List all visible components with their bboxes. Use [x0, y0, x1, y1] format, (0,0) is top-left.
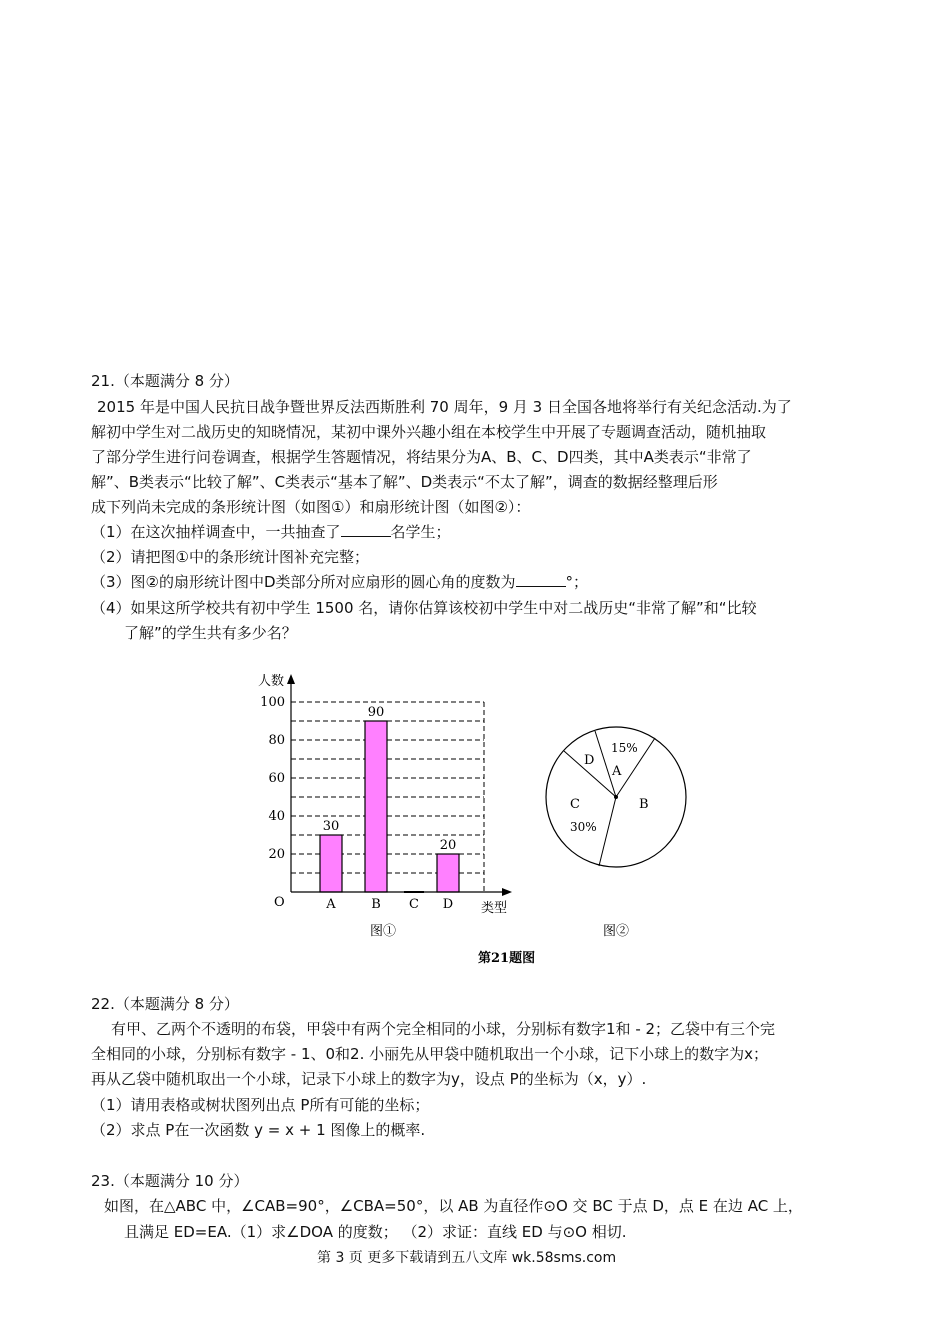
y-axis-label: 人数 [258, 674, 285, 689]
q23-heading: 23.（本题满分 10 分） [91, 1172, 249, 1190]
pie-label-d: D [584, 753, 595, 768]
page-footer: 第 3 页 更多下载请到五八文库 wk.58sms.com [317, 1250, 617, 1266]
x-tick-labels [325, 897, 453, 912]
value-label: 90 [367, 705, 385, 720]
q22-heading: 22.（本题满分 8 分） [91, 995, 239, 1013]
y-tick-label: 60 [268, 771, 285, 786]
y-tick-label: 80 [268, 733, 285, 748]
q21-subquestion-4: （4）如果这所学校共有初中学生 1500 名，请你估算该校初中学生中对二战历史“非常了解”和“比较 [91, 599, 757, 617]
x-tick-label: D [442, 897, 454, 912]
figure-21 [0, 660, 950, 980]
q22-paragraph-line: 再从乙袋中随机取出一个小球，记录下小球上的数字为y，设点 P的坐标为（x，y）. [91, 1070, 647, 1088]
value-label: 30 [322, 819, 340, 834]
q21-paragraph-line: 解初中学生对二战历史的知晓情况，某初中课外兴趣小组在本校学生中开展了专题调查活动，随机抽取 [91, 423, 767, 441]
q22-subquestion-2: （2）求点 P在一次函数 y = x + 1 图像上的概率. [91, 1121, 426, 1139]
q22-paragraph-line: 有甲、乙两个不透明的布袋，甲袋中有两个完全相同的小球，分别标有数字1和 - 2；乙袋中有三个完 [111, 1020, 776, 1038]
origin-label: O [274, 895, 285, 910]
q21-heading: 21.（本题满分 8 分） [91, 372, 239, 390]
q21-paragraph-line: 了部分学生进行问卷调查，根据学生答题情况，将结果分为A、B、C、D四类，其中A类表示“非常了 [91, 448, 752, 466]
bar-b [365, 721, 387, 892]
x-axis-label: 类型 [481, 901, 508, 916]
q23-paragraph-line: 如图，在△ABC 中，∠CAB=90°，∠CBA=50°，以 AB 为直径作⊙O 交 BC 于点 D，点 E 在边 AC 上， [104, 1197, 803, 1215]
q21-s3-tail: °； [565, 573, 589, 591]
fig1-caption: 图① [370, 924, 397, 939]
pie-label-a: A [612, 764, 622, 779]
q21-paragraph-line: 解”、B类表示“比较了解”、C类表示“基本了解”、D类表示“不太了解”，调查的数据经整理后形 [91, 473, 718, 491]
pie-percent-c: 30% [570, 820, 597, 834]
bar-a [320, 835, 342, 892]
x-tick-label: B [371, 897, 381, 912]
y-tick-label: 20 [268, 847, 285, 862]
x-axis-arrow [502, 888, 512, 896]
q21-s1-text: （1）在这次抽样调查中，一共抽查了 [91, 523, 341, 541]
y-axis-arrow [287, 674, 295, 684]
q21-subquestion-1 [91, 521, 451, 543]
q21-s3-text: （3）图②的扇形统计图中D类部分所对应扇形的圆心角的度数为 [91, 573, 516, 591]
answer-blank[interactable] [516, 572, 566, 587]
y-tick-label: 40 [268, 809, 285, 824]
pie-chart [546, 727, 686, 867]
value-label: 20 [439, 838, 457, 853]
q22-paragraph-line: 全相同的小球，分别标有数字 - 1、0和2. 小丽先从甲袋中随机取出一个小球，记下小球上的数字为x； [91, 1045, 768, 1063]
x-tick-label: A [326, 897, 336, 912]
q23-paragraph-line: 且满足 ED=EA.（1）求∠DOA 的度数； （2）求证：直线 ED 与⊙O 相切. [124, 1223, 627, 1241]
q21-subquestion-2: （2）请把图①中的条形统计图补充完整； [91, 548, 369, 566]
bar-d [437, 854, 459, 892]
q21-subquestion-4-cont: 了解”的学生共有多少名？ [124, 624, 297, 642]
pie-label-c: C [570, 797, 580, 812]
figure-title: 第21题图 [478, 951, 536, 966]
pie-divider [599, 797, 616, 866]
q21-paragraph-line: 2015 年是中国人民抗日战争暨世界反法西斯胜利 70 周年，9 月 3 日全国各地将举行有关纪念活动.为了 [97, 398, 792, 416]
y-tick-labels [260, 695, 285, 862]
chart-bars [320, 721, 459, 892]
value-labels [323, 705, 457, 853]
x-tick-label: C [409, 897, 419, 912]
q21-paragraph-line: 成下列尚未完成的条形统计图（如图①）和扇形统计图（如图②）： [91, 498, 531, 516]
q21-s1-tail: 名学生； [390, 523, 451, 541]
pie-percent-a: 15% [611, 741, 638, 755]
q22-subquestion-1: （1）请用表格或树状图列出点 P所有可能的坐标； [91, 1096, 430, 1114]
pie-label-b: B [639, 797, 649, 812]
y-tick-label: 100 [260, 695, 285, 710]
answer-blank[interactable] [341, 522, 391, 537]
pie-center [614, 795, 618, 799]
bar-chart [258, 673, 512, 916]
q21-subquestion-3 [91, 571, 588, 593]
fig2-caption: 图② [603, 924, 630, 939]
